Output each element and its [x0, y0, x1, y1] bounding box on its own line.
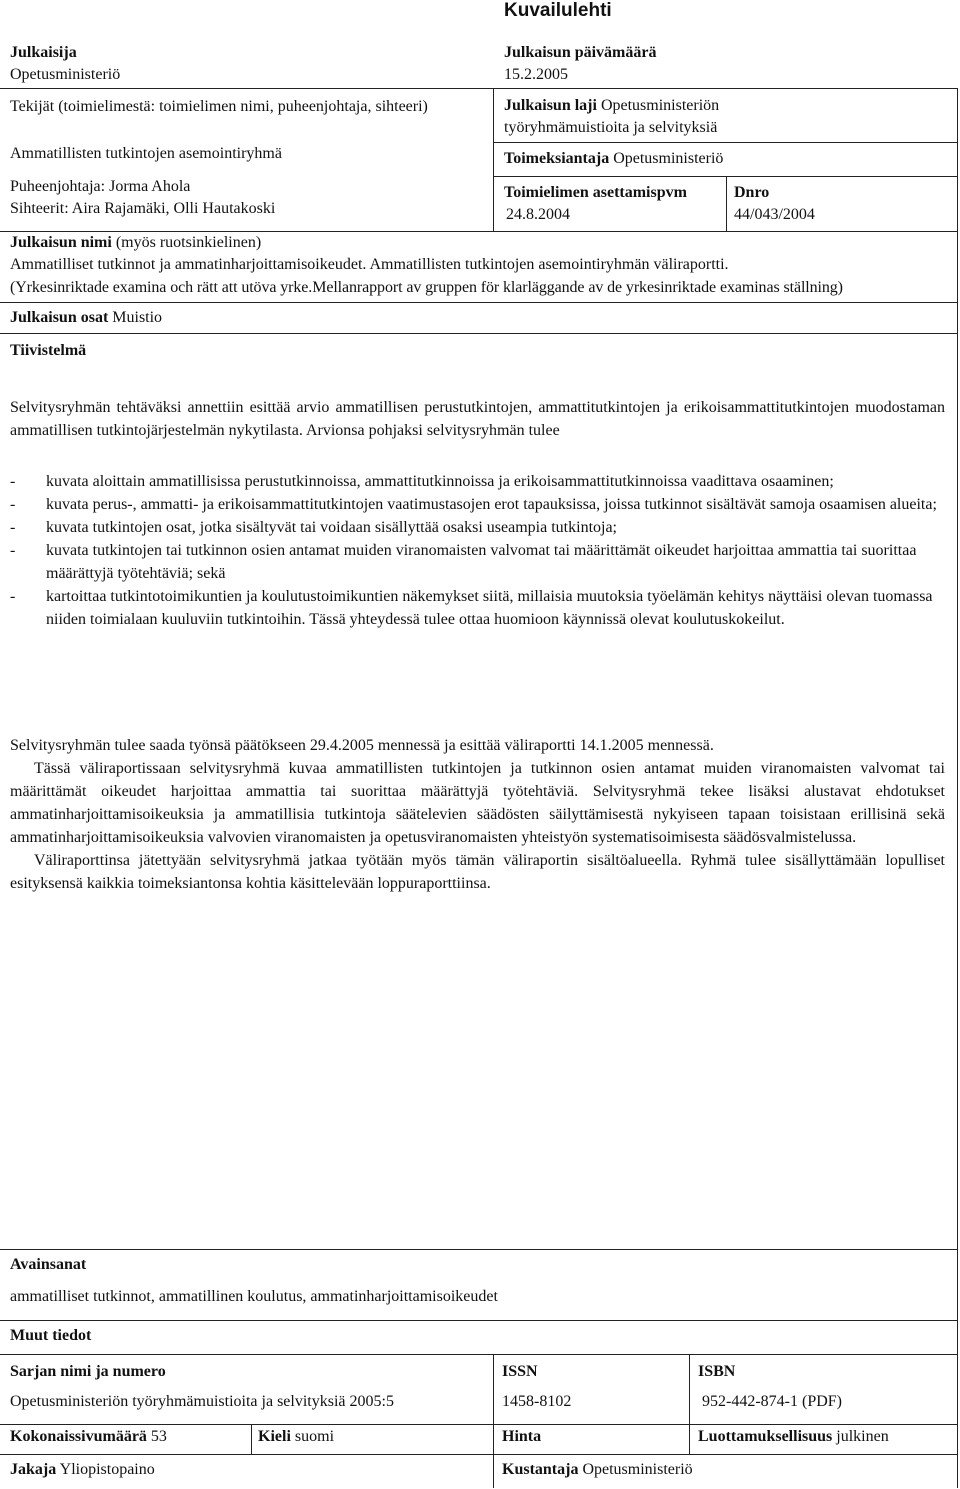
distributor-value: Yliopistopaino	[59, 1461, 155, 1478]
column-divider	[251, 1424, 252, 1454]
divider	[0, 1320, 958, 1321]
pub-date-value: 15.2.2005	[504, 66, 568, 83]
list-item: - kartoittaa tutkintotoimikuntien ja koulutustoimikuntien näkemykset siitä, millaisia muutoksia työelämän kehitys näyttäisi olevan tuomassa niiden toimialaan kuuluviin tutkintoihin. Tässä yhteydessä tulee ottaa huomioon käynnissä olevat koulutuskokeilut.	[10, 588, 933, 628]
keywords-value: ammatilliset tutkinnot, ammatillinen koulutus, ammatinharjoittamisoikeudet	[10, 1288, 498, 1305]
abstract-paragraph: Väliraporttinsa jätettyään selvitysryhmä jatkaa työtään myös tämän väliraportin sisältöalueella. Ryhmä tulee sisällyttämään lopulliset esityksensä kaikkia toimeksiantonsa kohtia käsittelevään loppuraporttiinsa.	[10, 852, 945, 892]
pub-type-value: Opetusministeriön	[600, 97, 720, 114]
column-divider	[689, 1424, 690, 1454]
column-divider	[493, 1354, 494, 1488]
pub-name-label-suffix: (myös ruotsinkielinen)	[115, 234, 262, 251]
confidentiality-value: julkinen	[836, 1428, 889, 1445]
established-value: 24.8.2004	[506, 206, 570, 223]
language-value: suomi	[294, 1428, 335, 1445]
commissioner-label: Toimeksiantaja	[504, 150, 610, 167]
distributor	[10, 1461, 155, 1479]
pages	[10, 1428, 167, 1446]
pub-name-label: Julkaisun nimi	[10, 234, 112, 251]
series-value: Opetusministeriön työryhmämuistioita ja selvityksiä 2005:5	[10, 1393, 394, 1410]
abstract-body	[10, 734, 945, 895]
pub-name-line1: Ammatilliset tutkinnot ja ammatinharjoittamisoikeudet. Ammatillisten tutkintojen asemointiryhmän väliraportti.	[10, 256, 729, 273]
divider	[0, 1424, 958, 1425]
issn-label: ISSN	[502, 1363, 538, 1380]
publisher-bottom-value: Opetusministeriö	[582, 1461, 693, 1478]
language-label: Kieli	[258, 1428, 291, 1445]
distributor-label: Jakaja	[10, 1461, 57, 1478]
dnro-value: 44/043/2004	[734, 206, 815, 223]
divider	[0, 88, 958, 89]
page-title: Kuvailulehti	[504, 0, 612, 21]
divider	[0, 1249, 958, 1250]
pub-type-label: Julkaisun laji	[504, 97, 597, 114]
isbn-label: ISBN	[698, 1363, 736, 1380]
pub-parts-value: Muistio	[112, 309, 163, 326]
frame-edge	[957, 88, 958, 1488]
pub-name-line2: (Yrkesinriktade examina och rätt att utöva yrke.Mellanrapport av gruppen för klarläggande av de yrkesinriktade examinas ställning)	[10, 279, 843, 296]
language	[258, 1428, 334, 1446]
divider	[493, 142, 958, 143]
authors-chair: Puheenjohtaja: Jorma Ahola	[10, 178, 191, 195]
abstract-bullet-list	[10, 470, 945, 631]
pages-value: 53	[150, 1428, 167, 1445]
publisher-label: Julkaisija	[10, 44, 77, 61]
divider	[0, 302, 958, 303]
publisher-bottom-label: Kustantaja	[502, 1461, 579, 1478]
list-item: - kuvata tutkintojen tai tutkinnon osien antamat muiden viranomaisten valvomat tai määrittämät oikeudet harjoittaa ammattia tai suorittaa määrättyjä työtehtäviä; sekä	[10, 542, 917, 582]
publisher-bottom	[502, 1461, 693, 1479]
pub-parts-label: Julkaisun osat	[10, 309, 109, 326]
commissioner-value: Opetusministeriö	[613, 150, 724, 167]
other-info-label: Muut tiedot	[10, 1327, 92, 1344]
column-divider	[689, 1354, 690, 1424]
list-item: - kuvata perus-, ammatti- ja erikoisammattitutkintojen vaatimustasojen erot tapauksissa, joissa tutkinnot sisältävät samoja osaamisen alueita;	[10, 496, 937, 513]
authors-secretaries: Sihteerit: Aira Rajamäki, Olli Hautakoski	[10, 200, 276, 217]
pub-type	[504, 97, 719, 115]
abstract-intro-text: Selvitysryhmän tehtäväksi annettiin esittää arvio ammatillisen perustutkintojen, ammattitutkintojen ja erikoisammattitutkintojen muodostaman ammatillisen tutkintojärjestelmän nykytilasta. Arvionsa pohjaksi selvitysryhmän tulee	[10, 399, 945, 439]
column-divider	[493, 88, 494, 231]
abstract-intro	[10, 396, 945, 442]
divider	[0, 1454, 958, 1455]
publisher-value: Opetusministeriö	[10, 66, 121, 83]
divider	[0, 333, 958, 334]
established-label: Toimielimen asettamispvm	[504, 184, 687, 201]
authors-body: Ammatillisten tutkintojen asemointiryhmä	[10, 145, 282, 162]
pages-label: Kokonaissivumäärä	[10, 1428, 147, 1445]
list-item: - kuvata aloittain ammatillisissa perustutkinnoissa, ammattitutkinnoissa ja erikoisammattitutkinnoissa vaadittava osaaminen;	[10, 473, 834, 490]
pub-type-value-line2: työryhmämuistioita ja selvityksiä	[504, 119, 718, 136]
divider	[0, 1354, 958, 1355]
series-label: Sarjan nimi ja numero	[10, 1363, 166, 1380]
abstract-paragraph: Tässä väliraportissaan selvitysryhmä kuvaa ammatillisten tutkintojen ja tutkinnon osien antamat muiden viranomaisten valvomat tai määrittämät oikeudet harjoittaa ammattia tai suorittaa määrättyjä työtehtäviä. Selvitysryhmä tekee lisäksi alustavat ehdotukset ammatinharjoittamisoikeuksia ja ammatillisia tutkintoja säätelevien säädösten säilyttämisestä nykyiseen tapaan toisistaan erillisinä sekä ammatinharjoittamisoikeuksia valvovien viranomaisten ja opetusviranomaisten yhteistyön systematisoimisesta säädösvalmistelussa.	[10, 760, 945, 846]
abstract-paragraph: Selvitysryhmän tulee saada työnsä päätökseen 29.4.2005 mennessä ja esittää väliraportti 14.1.2005 mennessä.	[10, 737, 714, 754]
list-item: - kuvata tutkintojen osat, jotka sisältyvät tai voidaan sisällyttää osaksi useampia tutkintoja;	[10, 519, 617, 536]
pub-parts	[10, 309, 162, 327]
pub-date-label: Julkaisun päivämäärä	[504, 44, 657, 61]
keywords-label: Avainsanat	[10, 1256, 87, 1273]
divider	[0, 231, 958, 232]
isbn-value: 952-442-874-1 (PDF)	[702, 1393, 842, 1410]
pub-name-heading	[10, 234, 261, 252]
authors-label: Tekijät (toimielimestä: toimielimen nimi, puheenjohtaja, sihteeri)	[10, 98, 428, 115]
issn-value: 1458-8102	[502, 1393, 572, 1410]
price-label: Hinta	[502, 1428, 542, 1445]
dnro-label: Dnro	[734, 184, 770, 201]
commissioner	[504, 150, 723, 168]
column-divider	[726, 176, 727, 231]
abstract-label: Tiivistelmä	[10, 342, 87, 359]
confidentiality-label: Luottamuksellisuus	[698, 1428, 833, 1445]
confidentiality	[698, 1428, 889, 1446]
